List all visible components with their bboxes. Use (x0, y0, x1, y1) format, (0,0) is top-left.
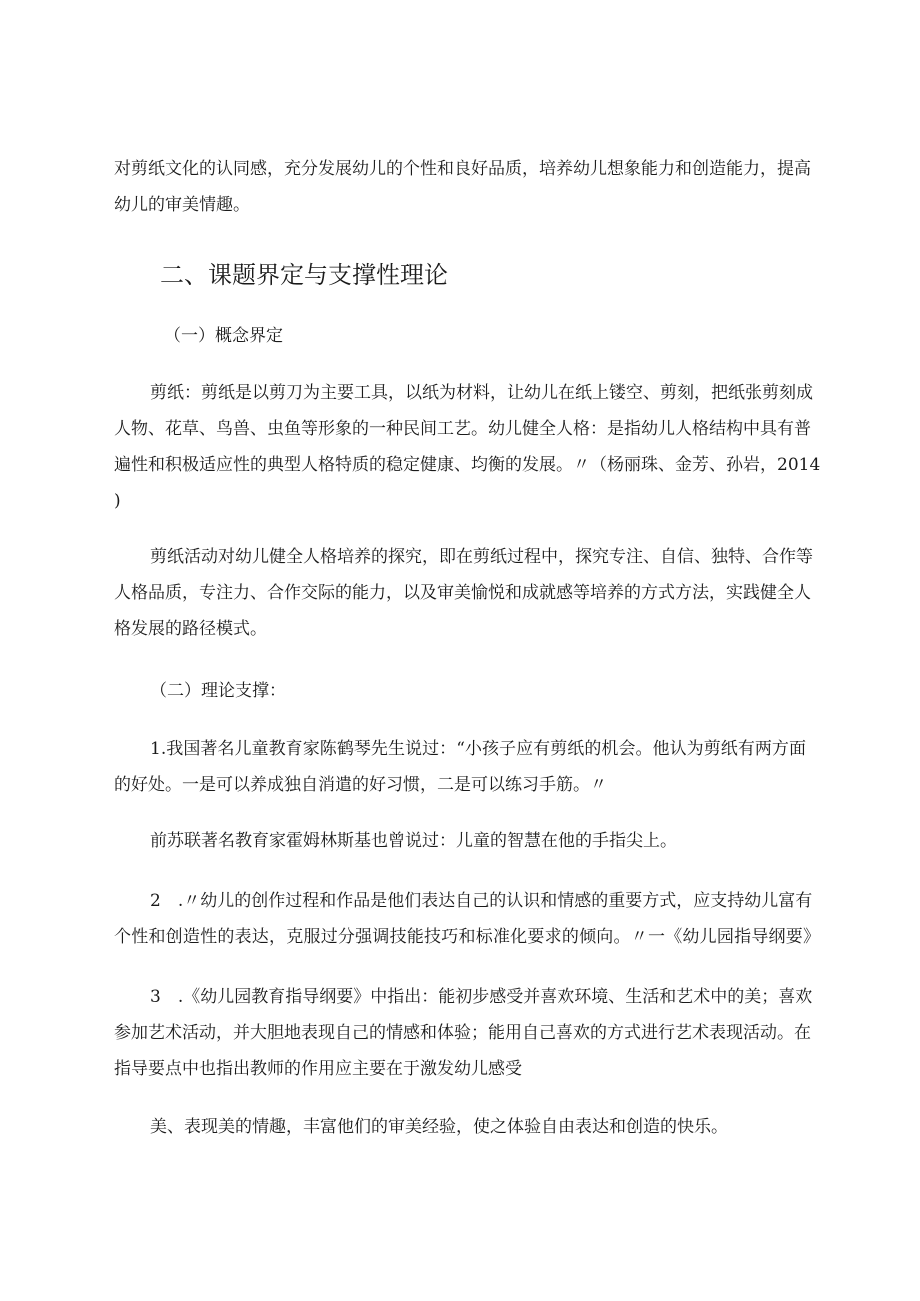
concept-heading: （一）概念界定 (164, 326, 283, 346)
intro-line-2: 幼儿的审美情趣。 (114, 195, 250, 215)
theory-item-2-line-1: 2 .〃幼儿的创作过程和作品是他们表达自己的认识和情感的重要方式，应支持幼儿富有 (150, 891, 813, 911)
concept-paragraph-1-line-1: 剪纸：剪纸是以剪刀为主要工具，以纸为材料，让幼儿在纸上镂空、剪刻，把纸张剪刻成 (150, 383, 813, 403)
theory-item-3-line-3: 指导要点中也指出教师的作用应主要在于激发幼儿感受 (114, 1059, 522, 1079)
theory-heading: （二）理论支撑： (150, 681, 286, 701)
concept-paragraph-2-line-1: 剪纸活动对幼儿健全人格培养的探究，即在剪纸过程中，探究专注、自信、独特、合作等 (150, 547, 813, 567)
concept-paragraph-1-line-3: 遍性和积极适应性的典型人格特质的稳定健康、均衡的发展。〃（杨丽珠、金芳、孙岩，2014 (114, 455, 821, 475)
concept-paragraph-1-line-2: 人物、花草、鸟兽、虫鱼等形象的一种民间工艺。幼儿健全人格：是指幼儿人格结构中具有普 (114, 419, 811, 439)
theory-item-1-line-2: 的好处。一是可以养成独自消遣的好习惯，二是可以练习手筋。〃 (114, 775, 607, 795)
theory-item-3-line-1: 3 .《幼儿园教育指导纲要》中指出：能初步感受并喜欢环境、生活和艺术中的美；喜欢 (150, 987, 813, 1007)
section-heading: 二、课题界定与支撑性理论 (160, 261, 448, 289)
intro-line-1: 对剪纸文化的认同感，充分发展幼儿的个性和良好品质，培养幼儿想象能力和创造能力，提高 (114, 159, 811, 179)
theory-item-3-line-2: 参加艺术活动，并大胆地表现自己的情感和体验；能用自己喜欢的方式进行艺术表现活动。在 (114, 1023, 811, 1043)
theory-item-2-line-2: 个性和创造性的表达，克服过分强调技能技巧和标准化要求的倾向。〃一《幼儿园指导纲要》 (114, 927, 820, 947)
concept-paragraph-2-line-3: 格发展的路径模式。 (114, 619, 267, 639)
concept-paragraph-1-line-4: ) (114, 491, 121, 511)
theory-continuation-line: 美、表现美的情趣，丰富他们的审美经验，使之体验自由表达和创造的快乐。 (150, 1117, 728, 1137)
theory-quote-line: 前苏联著名教育家霍姆林斯基也曾说过：儿童的智慧在他的手指尖上。 (150, 831, 677, 851)
concept-paragraph-2-line-2: 人格品质，专注力、合作交际的能力，以及审美愉悦和成就感等培养的方式方法，实践健全人 (114, 583, 811, 603)
theory-item-1-line-1: 1.我国著名儿童教育家陈鹤琴先生说过：“小孩子应有剪纸的机会。他认为剪纸有两方面 (150, 739, 806, 759)
